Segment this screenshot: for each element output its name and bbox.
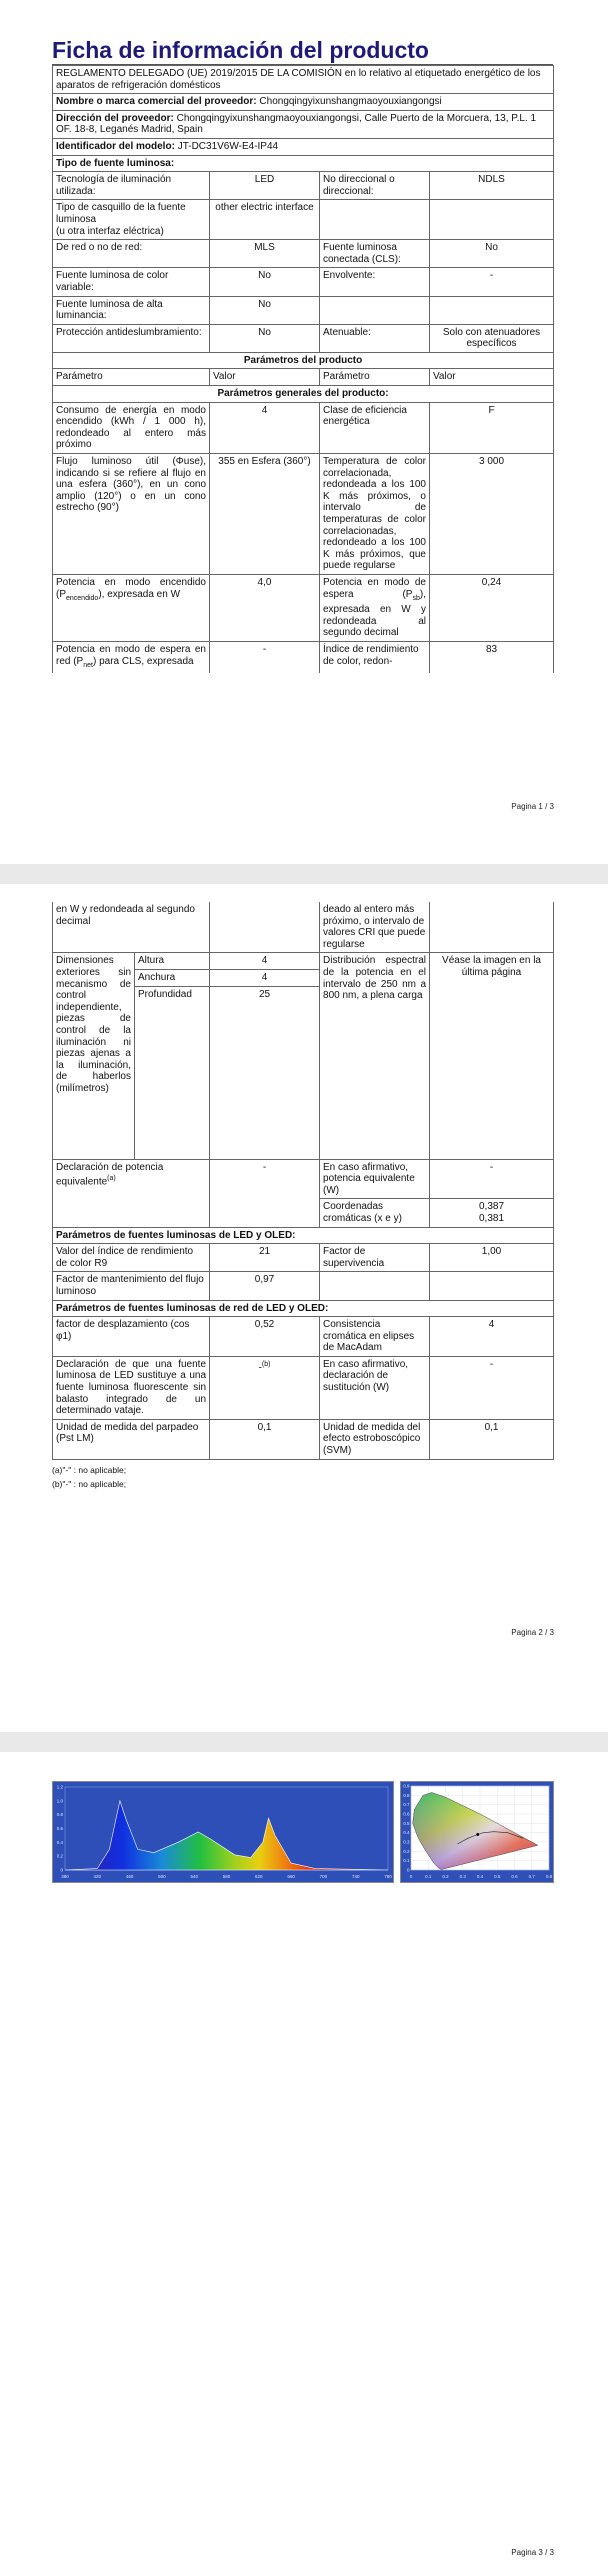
page-1 — [0, 0, 608, 864]
cri-value-cont — [430, 902, 554, 953]
maint-label: Factor de mantenimiento del flujo luminoso — [53, 1272, 210, 1300]
pon-label-b: ), expresada en W — [98, 588, 181, 600]
cap-label — [53, 200, 210, 240]
cie-x-tick-label: 0.5 — [494, 1874, 501, 1879]
pon-value: 4,0 — [210, 574, 320, 641]
eqw-label: En caso afirmativo, potencia equivalente (W) — [320, 1159, 430, 1199]
cap-empty-2 — [430, 200, 554, 240]
fluor-value-sup: (b) — [261, 1360, 271, 1368]
spectrum-y-tick-label: 0.2 — [56, 1853, 63, 1859]
repl-label: En caso afirmativo, declaración de sustitución (W) — [320, 1356, 430, 1419]
hl-empty-1 — [320, 296, 430, 324]
cri-value: 83 — [430, 641, 554, 673]
spectrum-x-tick-label: 740 — [351, 1874, 360, 1879]
spectrum-y-tick-label: 0.4 — [56, 1839, 63, 1845]
spectrum-x-tick-label: 660 — [287, 1874, 295, 1879]
depth-value: 25 — [210, 986, 320, 1159]
hl-empty-2 — [430, 296, 554, 324]
cie-y-ticks — [403, 1784, 410, 1873]
cls-value: No — [430, 240, 554, 268]
eqp-value: - — [210, 1159, 320, 1227]
r9-value: 21 — [210, 1244, 320, 1272]
cie-chart — [400, 1781, 554, 1883]
spectrum-y-tick-label: 0 — [60, 1867, 63, 1873]
psb-label-b: ), expresada en W y redondeada al segundo decimal — [323, 588, 426, 639]
psb-value: 0,24 — [430, 574, 554, 641]
spectrum-chart-svg — [53, 1782, 393, 1882]
product-params-heading: Parámetros del producto — [53, 352, 554, 369]
spectrum-x-tick-label: 500 — [158, 1874, 166, 1879]
svm-label: Unidad de medida del efecto estroboscópico (SVM) — [320, 1419, 430, 1459]
page-title: Ficha de información del producto — [52, 34, 553, 65]
svm-value: 0,1 — [430, 1419, 554, 1459]
footnote-a: (a)"-" : no aplicable; — [52, 1464, 127, 1475]
fluor-value — [210, 1356, 320, 1419]
cie-y-tick-label: 0.9 — [403, 1783, 410, 1789]
spectrum-y-tick-label: 0.6 — [56, 1826, 63, 1831]
spectrum-y-tick-label: 1.2 — [56, 1784, 63, 1790]
class-value: F — [430, 402, 554, 453]
surv-value: 1,00 — [430, 1244, 554, 1272]
page-2-content — [52, 902, 553, 1490]
pnet-label — [53, 641, 210, 673]
r9-label: Valor del índice de rendimiento de color R9 — [53, 1244, 210, 1272]
glare-label: Protección antideslumbramiento: — [53, 324, 210, 352]
maint-empty-1 — [320, 1272, 430, 1300]
cie-y-tick-label: 0.3 — [403, 1839, 410, 1845]
info-table-page-2 — [52, 902, 554, 1460]
dim-label: Atenuable: — [320, 324, 430, 352]
supplier-address-label: Dirección del proveedor: — [56, 112, 174, 124]
pnet-label-cont: en W y redondeada al segundo decimal — [53, 902, 210, 953]
cap-value: other electric interface — [210, 200, 320, 240]
page-3 — [0, 1752, 608, 2560]
eqp-label-sup: (a) — [107, 1175, 116, 1183]
tech-label: Tecnología de iluminación utilizada: — [53, 172, 210, 200]
cie-x-tick-label: 0.1 — [425, 1874, 432, 1879]
model-row — [53, 138, 554, 155]
cie-y-tick-label: 0.8 — [403, 1792, 410, 1798]
nondir-value: NDLS — [430, 172, 554, 200]
page-2 — [0, 884, 608, 1732]
cap-empty-1 — [320, 200, 430, 240]
spectrum-y-tick-label: 1.0 — [56, 1798, 63, 1804]
cie-x-tick-label: 0.4 — [476, 1874, 484, 1879]
cri-label-cont: deado al entero más próximo, o intervalo de valores CRI que puede regularse — [320, 902, 430, 953]
energy-value: 4 — [210, 402, 320, 453]
xy-value — [430, 1199, 554, 1227]
cls-label: Fuente luminosa conectada (CLS): — [320, 240, 430, 268]
cie-x-tick-label: 0.2 — [442, 1874, 449, 1879]
hl-value: No — [210, 296, 320, 324]
spectrum-x-tick-label: 580 — [222, 1874, 231, 1879]
spectrum-x-tick-label: 780 — [384, 1874, 392, 1879]
cie-chart-svg — [401, 1782, 553, 1882]
height-label: Altura — [135, 953, 210, 970]
disp-label: factor de desplazamiento (cos φ1) — [53, 1317, 210, 1357]
spectrum-area — [65, 1801, 388, 1870]
colour-label: Fuente luminosa de color variable: — [53, 268, 210, 296]
page-2-number: Pagina 2 / 3 — [511, 1628, 554, 1637]
flux-label: Flujo luminoso útil (Φuse), indicando si se refiere al flujo en una esfera (360°), en un cono amplio (120°) o en un cono estrecho (90°) — [53, 454, 210, 575]
page-1-number: Pagina 1 / 3 — [511, 802, 554, 811]
led-heading: Parámetros de fuentes luminosas de LED y OLED: — [53, 1227, 554, 1244]
supplier-address: Chongqingyixunshangmaoyouxiangongsi, Calle Puerto de la Morcuera, 13, P.L. 1 OF. 18-8, Leganés Madrid, Spain — [56, 112, 537, 136]
maint-empty-2 — [430, 1272, 554, 1300]
cie-x-ticks — [410, 1874, 553, 1879]
dim-value: Solo con atenuadores específicos — [430, 324, 554, 352]
mains-led-heading: Parámetros de fuentes luminosas de red de LED y OLED: — [53, 1300, 554, 1317]
pon-label-sub: encendido — [66, 594, 99, 602]
class-label: Clase de eficiencia energética — [320, 402, 430, 453]
cie-x-tick-label: 0.7 — [528, 1874, 535, 1879]
cie-chromaticity-point — [476, 1833, 479, 1836]
eqp-label-text: Declaración de potencia equivalente — [56, 1161, 164, 1188]
width-label: Anchura — [135, 969, 210, 986]
cie-y-tick-label: 0.2 — [403, 1848, 410, 1854]
spectrum-x-tick-label: 420 — [93, 1874, 102, 1879]
spd-value: Véase la imagen en la última página — [430, 953, 554, 1159]
pst-value: 0,1 — [210, 1419, 320, 1459]
cie-y-tick-label: 0.6 — [403, 1811, 410, 1817]
cct-value: 3 000 — [430, 454, 554, 575]
spectrum-x-tick-label: 460 — [125, 1874, 134, 1879]
envelope-label: Envolvente: — [320, 268, 430, 296]
surv-label: Factor de supervivencia — [320, 1244, 430, 1272]
cie-y-tick-label: 0 — [406, 1867, 410, 1873]
pst-label: Unidad de medida del parpadeo (Pst LM) — [53, 1419, 210, 1459]
pon-label — [53, 574, 210, 641]
macadam-value: 4 — [430, 1317, 554, 1357]
xy-value-y: 0,381 — [479, 1212, 505, 1224]
spectrum-chart — [52, 1781, 394, 1883]
supplier-address-row — [53, 110, 554, 138]
cie-points — [476, 1833, 479, 1836]
cie-y-tick-label: 0.5 — [403, 1820, 410, 1826]
depth-label: Profundidad — [135, 986, 210, 1159]
repl-value: - — [430, 1356, 554, 1419]
cie-y-tick-label: 0.1 — [403, 1858, 410, 1864]
supplier-name-label: Nombre o marca comercial del proveedor: — [56, 96, 257, 108]
psb-label — [320, 574, 430, 641]
hl-label: Fuente luminosa de alta luminancia: — [53, 296, 210, 324]
fluor-value-text: - — [258, 1362, 262, 1374]
pnet-value: - — [210, 641, 320, 673]
cap-label-line2: (u otra interfaz eléctrica) — [56, 225, 164, 237]
maint-value: 0,97 — [210, 1272, 320, 1300]
cie-x-tick-label: 0 — [409, 1874, 413, 1879]
cie-x-tick-label: 0.6 — [511, 1874, 518, 1879]
energy-label: Consumo de energía en modo encendido (kWh / 1 000 h), redondeado al entero más próximo — [53, 402, 210, 453]
eqp-label — [53, 1159, 210, 1227]
page-3-number: Pagina 3 / 3 — [511, 2548, 554, 2557]
spectrum-y-ticks — [57, 1785, 64, 1873]
width-value: 4 — [210, 969, 320, 986]
pnet-label-sub: net — [83, 661, 93, 669]
spd-label: Distribución espectral de la potencia en el intervalo de 250 nm a 800 nm, a plena carga — [320, 953, 430, 1159]
dims-label: Dimensiones exteriores sin mecanismo de control independiente, piezas de control de la iluminación ni piezas ajenas a la iluminación, de haberlos (milímetros) — [53, 953, 135, 1159]
model-label: Identificador del modelo: — [56, 140, 175, 152]
fluor-label: Declaración de que una fuente luminosa de LED sustituye a una fuente luminosa fluorescente sin balasto integrado de un determinado vataje. — [53, 1356, 210, 1419]
footnote-b: (b)"-" : no aplicable; — [52, 1478, 127, 1489]
pon-label-a: Potencia en modo encendido (P — [56, 576, 206, 600]
col-param-2: Parámetro — [320, 369, 430, 386]
glare-value: No — [210, 324, 320, 352]
eqw-value: - — [430, 1159, 554, 1199]
regulation-text: REGLAMENTO DELEGADO (UE) 2019/2015 DE LA COMISIÓN en lo relativo al etiquetado energético de los aparatos de refrigeración domésticos — [53, 66, 554, 94]
pnet-label-b: ) para CLS, expresada — [92, 655, 194, 667]
spectrum-x-tick-label: 620 — [255, 1874, 263, 1879]
psb-label-a: Potencia en modo de espera (P — [323, 576, 426, 600]
cie-y-tick-label: 0.7 — [403, 1802, 410, 1808]
pnet-label-a: Potencia en modo de espera en red (P — [56, 643, 206, 667]
spectrum-x-tick-label: 700 — [319, 1874, 328, 1879]
tech-value: LED — [210, 172, 320, 200]
col-value-1: Valor — [210, 369, 320, 386]
psb-label-sub: sb — [412, 594, 420, 602]
cie-y-tick-label: 0.4 — [403, 1830, 410, 1836]
general-params-heading: Parámetros generales del producto: — [53, 386, 554, 403]
source-type-heading: Tipo de fuente luminosa: — [53, 155, 554, 172]
model-id: JT-DC31V6W-E4-IP44 — [177, 140, 279, 152]
nondir-label: No direccional o direccional: — [320, 172, 430, 200]
spectrum-x-tick-label: 380 — [61, 1874, 69, 1879]
height-value: 4 — [210, 953, 320, 970]
page-1-content — [52, 34, 553, 673]
cct-label: Temperatura de color correlacionada, redondeada a los 100 K más próximos, o intervalo de temperaturas de color correlacionadas, redondeado a los 100 K más próximos, que puede regularse — [320, 454, 430, 575]
disp-value: 0,52 — [210, 1317, 320, 1357]
spectrum-y-tick-label: 0.8 — [56, 1812, 63, 1818]
supplier-name: Chongqingyixunshangmaoyouxiangongsi — [259, 96, 442, 108]
info-table-page-1 — [52, 65, 554, 673]
envelope-value: - — [430, 268, 554, 296]
mains-label: De red o no de red: — [53, 240, 210, 268]
pnet-value-cont — [210, 902, 320, 953]
cie-x-tick-label: 0.3 — [459, 1874, 466, 1879]
macadam-label: Consistencia cromática en elipses de MacAdam — [320, 1317, 430, 1357]
cri-label: Índice de rendimiento de color, redon- — [320, 641, 430, 673]
flux-value: 355 en Esfera (360°) — [210, 454, 320, 575]
cap-label-line1: Tipo de casquillo de la fuente luminosa — [56, 202, 186, 225]
col-param-1: Parámetro — [53, 369, 210, 386]
supplier-name-row — [53, 94, 554, 111]
cie-x-tick-label: 0.8 — [545, 1874, 553, 1879]
spectrum-x-tick-label: 540 — [190, 1874, 198, 1879]
xy-value-x: 0,387 — [479, 1201, 505, 1213]
xy-label: Coordenadas cromáticas (x e y) — [320, 1199, 430, 1227]
spectrum-x-ticks — [61, 1874, 392, 1879]
col-value-2: Valor — [430, 369, 554, 386]
colour-value: No — [210, 268, 320, 296]
mains-value: MLS — [210, 240, 320, 268]
